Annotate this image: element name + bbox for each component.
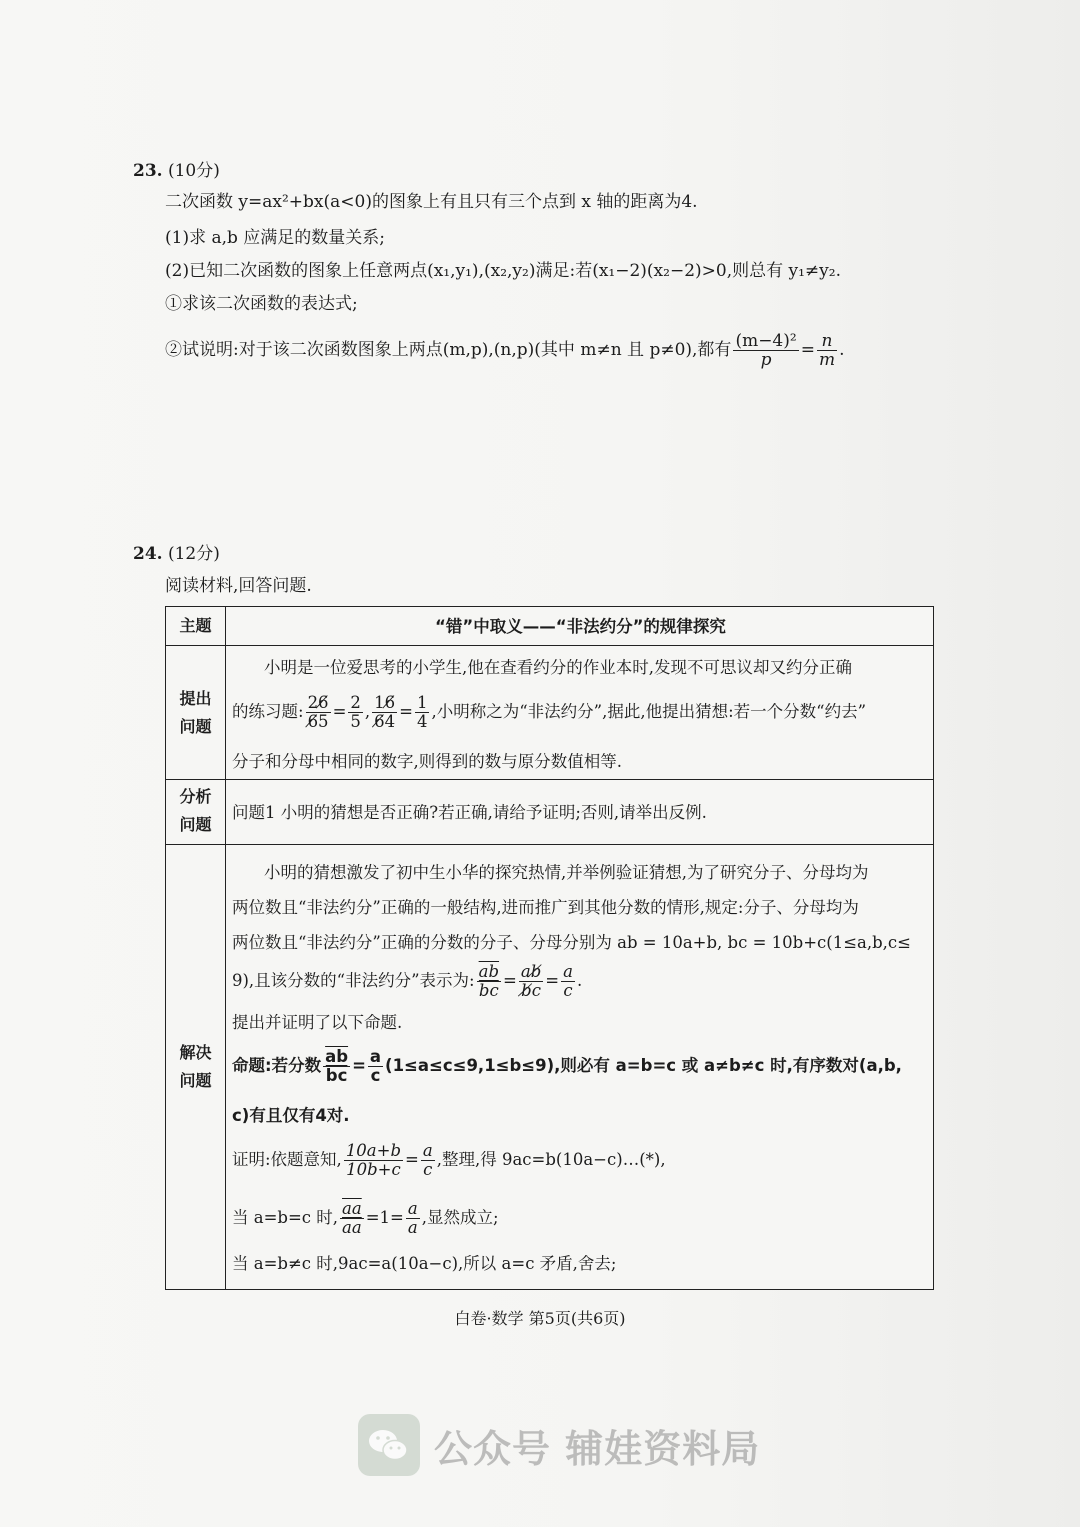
solve-fraction-1 bbox=[477, 963, 501, 1000]
fraction-denominator: m bbox=[818, 350, 836, 370]
q23-part2b-text: ②试说明:对于该二次函数图象上两点(m,p),(n,p)(其中 m≠n 且 p≠0),都有 bbox=[165, 340, 732, 360]
fraction-denominator: 10b+c bbox=[346, 1160, 401, 1179]
table-header-solve bbox=[166, 1039, 225, 1095]
header-line: 解决 bbox=[179, 1043, 212, 1062]
material-table bbox=[165, 606, 934, 1290]
header-line: 问题 bbox=[179, 1071, 212, 1090]
equals-sign: = bbox=[545, 971, 560, 990]
raise-fraction-4 bbox=[415, 694, 430, 731]
fraction-denominator: b̸c bbox=[521, 981, 541, 1000]
fraction-numerator: a bbox=[369, 1047, 382, 1066]
raise-line-2-rest: ,小明称之为“非法约分”,据此,他提出猜想:若一个分数“约去” bbox=[431, 702, 867, 721]
fraction-numerator: 26̸ bbox=[307, 693, 329, 712]
fraction-denominator: aa bbox=[342, 1218, 362, 1237]
solve-line-5: 提出并证明了以下命题. bbox=[232, 1013, 403, 1032]
watermark bbox=[358, 1410, 760, 1480]
fraction-denominator: bc bbox=[325, 1066, 348, 1085]
solve-fraction-3 bbox=[561, 963, 575, 1000]
q23-fraction-1 bbox=[733, 332, 798, 369]
proof-rest: ,整理,得 9ac=b(10a−c)…(*), bbox=[436, 1150, 666, 1169]
raise-line-3: 分子和分母中相同的数字,则得到的数与原分数值相等. bbox=[232, 752, 622, 771]
q24-score: (12分) bbox=[167, 544, 220, 564]
fraction-numerator: a bbox=[407, 1199, 418, 1218]
period: . bbox=[576, 971, 583, 990]
fraction-denominator: c bbox=[423, 1160, 433, 1179]
watermark-text: 公众号 辅娃资料局 bbox=[434, 1426, 761, 1471]
q23-number: 23. bbox=[133, 161, 163, 181]
table-header-analyze bbox=[166, 783, 225, 839]
table-column-divider bbox=[225, 607, 226, 1289]
q23-part1: (1)求 a,b 应满足的数量关系; bbox=[165, 228, 386, 248]
wechat-icon bbox=[358, 1414, 420, 1476]
table-header-topic: 主题 bbox=[179, 616, 212, 635]
fraction-denominator: p bbox=[760, 350, 772, 370]
fraction-numerator: 16̸ bbox=[374, 693, 396, 712]
fraction-numerator: $\overline{aa}$ bbox=[342, 1199, 362, 1218]
case-1-text: 当 a=b=c 时, bbox=[232, 1208, 339, 1227]
equals-sign: = bbox=[800, 340, 815, 360]
equals-sign: = bbox=[399, 702, 413, 721]
raise-line-2-text: 的练习题: bbox=[232, 702, 304, 721]
raise-fraction-1 bbox=[306, 694, 331, 731]
raise-line-1: 小明是一位爱思考的小学生,他在查看约分的作业本时,发现不可思议却又约分正确 bbox=[264, 658, 852, 677]
header-line: 问题 bbox=[179, 815, 212, 834]
fraction-numerator: a bbox=[563, 962, 573, 981]
q24-header bbox=[133, 543, 220, 565]
solve-line-7: c)有且仅有4对. bbox=[232, 1106, 350, 1125]
proposition-rest: (1≤a≤c≤9,1≤b≤9),则必有 a=b=c 或 a≠b≠c 时,有序数对(a,b, bbox=[385, 1056, 902, 1075]
case-1-fraction-1 bbox=[340, 1200, 364, 1237]
header-line: 提出 bbox=[179, 689, 212, 708]
equals-sign: = bbox=[405, 1150, 419, 1169]
table-row-divider bbox=[166, 645, 933, 646]
fraction-denominator: 6̸4 bbox=[374, 712, 396, 731]
period: . bbox=[839, 340, 845, 360]
q23-fraction-2 bbox=[817, 332, 837, 369]
fraction-denominator: 6̸5 bbox=[307, 712, 329, 731]
q23-score: (10分) bbox=[167, 161, 220, 181]
fraction-numerator: 10a+b bbox=[345, 1141, 402, 1160]
solve-fraction-2 bbox=[519, 963, 543, 1000]
table-topic: “错”中取义——“非法约分”的规律探究 bbox=[435, 617, 726, 636]
proof-fraction-2 bbox=[421, 1142, 435, 1179]
fraction-numerator: 1 bbox=[416, 693, 428, 712]
header-line: 分析 bbox=[179, 787, 212, 806]
solve-line-4-text: 9),且该分数的“非法约分”表示为: bbox=[232, 971, 475, 990]
solve-proof bbox=[232, 1139, 666, 1181]
table-row-divider bbox=[166, 779, 933, 780]
fraction-denominator: 5 bbox=[350, 712, 361, 731]
fraction-numerator: $\overline{ab}$ bbox=[325, 1047, 349, 1066]
table-row-divider bbox=[166, 844, 933, 845]
raise-fraction-2 bbox=[348, 694, 363, 731]
fraction-denominator: a bbox=[407, 1218, 418, 1237]
fraction-numerator: a bbox=[422, 1141, 433, 1160]
solve-case-2: 当 a=b≠c 时,9ac=a(10a−c),所以 a=c 矛盾,舍去; bbox=[232, 1254, 617, 1273]
page-footer: 白卷·数学 第5页(共6页) bbox=[454, 1309, 626, 1328]
case-1-rest: ,显然成立; bbox=[421, 1208, 499, 1227]
solve-case-1 bbox=[232, 1197, 499, 1239]
analyze-question: 问题1 小明的猜想是否正确?若正确,请给予证明;否则,请举出反例. bbox=[232, 803, 707, 822]
fraction-numerator: ab̸ bbox=[520, 962, 542, 981]
q23-part2: (2)已知二次函数的图象上任意两点(x₁,y₁),(x₂,y₂)满足:若(x₁−2)(x₂−2)>0,则总有 y₁≠y₂. bbox=[165, 261, 841, 281]
fraction-denominator: c bbox=[563, 981, 573, 1000]
q24-intro: 阅读材料,回答问题. bbox=[165, 576, 312, 596]
solve-line-3: 两位数且“非法约分”正确的分数的分子、分母分别为 ab = 10a+b, bc = 10b+c(1≤a,b,c≤ bbox=[232, 933, 911, 952]
proof-fraction-1 bbox=[344, 1142, 403, 1179]
equals-sign: = bbox=[352, 1056, 366, 1075]
equals-one: =1= bbox=[365, 1208, 404, 1227]
solve-proposition bbox=[232, 1045, 902, 1087]
q23-stem: 二次函数 y=ax²+bx(a<0)的图象上有且只有三个点到 x 轴的距离为4. bbox=[165, 192, 698, 212]
solve-line-2: 两位数且“非法约分”正确的一般结构,进而推广到其他分数的情形,规定:分子、分母均为 bbox=[232, 898, 859, 917]
proposition-fraction-1 bbox=[323, 1048, 350, 1085]
q23-part2b bbox=[165, 330, 844, 370]
table-header-raise bbox=[166, 685, 225, 741]
q23-header bbox=[133, 160, 220, 182]
q23-part2a: ①求该二次函数的表达式; bbox=[165, 294, 358, 314]
fraction-numerator: n bbox=[817, 332, 837, 351]
fraction-numerator: (m−4)² bbox=[735, 331, 797, 351]
case-1-fraction-2 bbox=[406, 1200, 420, 1237]
equals-sign: = bbox=[503, 971, 517, 990]
proof-text: 证明:依题意知, bbox=[232, 1150, 342, 1169]
equals-sign: = bbox=[332, 702, 347, 721]
proposition-fraction-2 bbox=[368, 1048, 383, 1085]
fraction-denominator: c bbox=[370, 1066, 381, 1085]
proposition-text: 命题:若分数 bbox=[232, 1056, 322, 1075]
solve-line-4 bbox=[232, 960, 582, 1002]
q24-number: 24. bbox=[133, 544, 163, 564]
fraction-denominator: bc bbox=[478, 981, 499, 1000]
raise-fraction-3 bbox=[372, 694, 397, 731]
comma: , bbox=[364, 702, 371, 721]
fraction-numerator: $\overline{ab}$ bbox=[478, 962, 500, 981]
header-line: 问题 bbox=[179, 717, 212, 736]
fraction-numerator: 2 bbox=[350, 693, 361, 712]
solve-line-1: 小明的猜想激发了初中生小华的探究热情,并举例验证猜想,为了研究分子、分母均为 bbox=[264, 863, 869, 882]
raise-line-2 bbox=[232, 691, 866, 733]
fraction-denominator: 4 bbox=[416, 712, 428, 731]
